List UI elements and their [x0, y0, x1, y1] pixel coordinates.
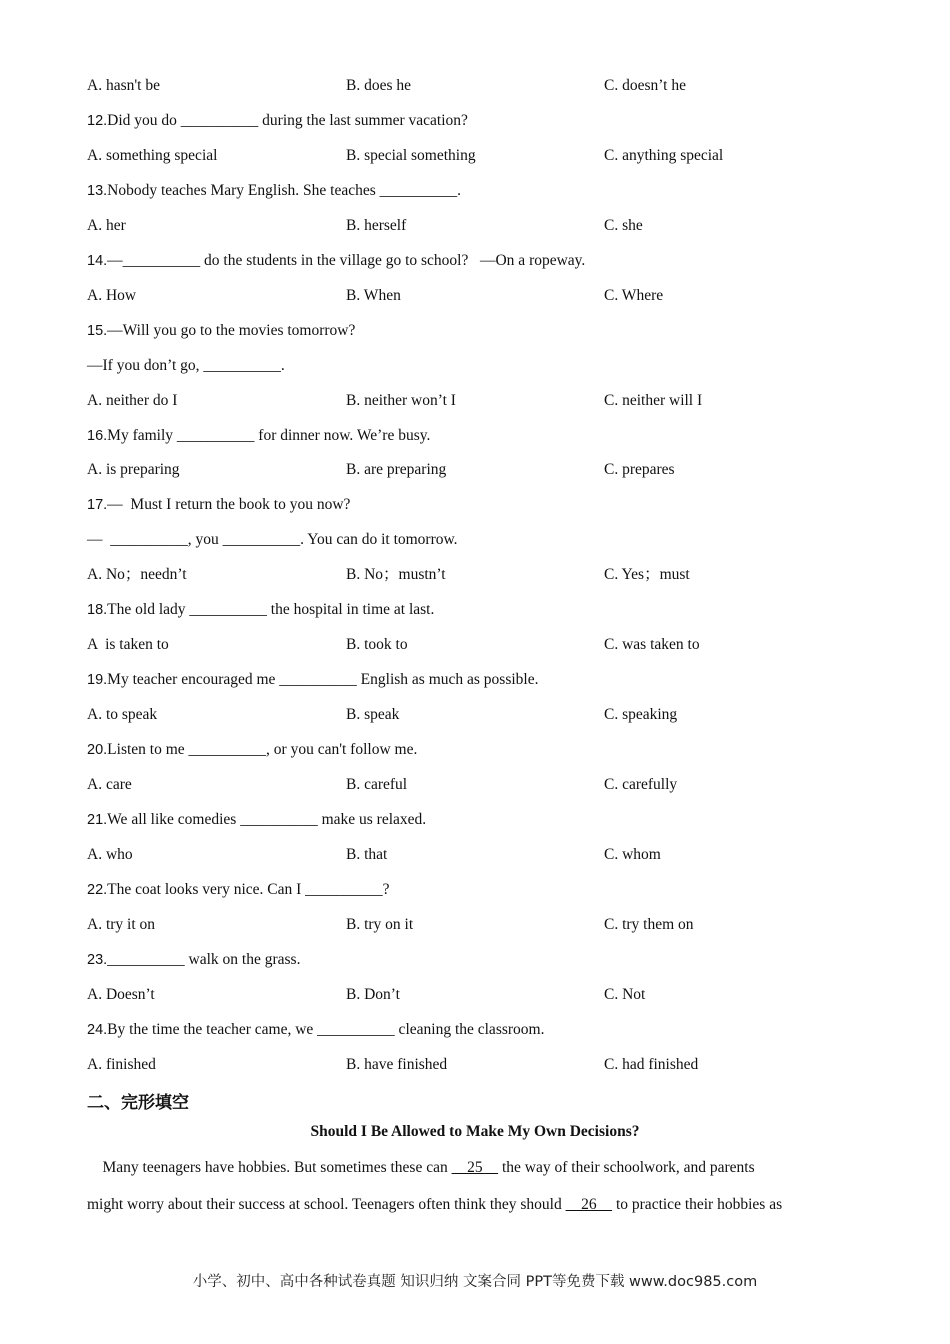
- option-b: B. No；mustn’t: [346, 566, 446, 583]
- option-b: B. took to: [346, 636, 408, 653]
- option-c: C. Where: [604, 287, 664, 304]
- option-b: B. are preparing: [346, 461, 447, 478]
- question-text: By the time the teacher came, we __________ cleaning the classroom.: [107, 1021, 545, 1038]
- option-a: A is taken to: [87, 636, 169, 653]
- passage-text: the way of their schoolwork, and parents: [498, 1159, 755, 1176]
- question-stem: [87, 495, 350, 515]
- question-text: Nobody teaches Mary English. She teaches __________.: [107, 182, 462, 199]
- option-b: B. neither won’t I: [346, 392, 456, 409]
- option-b: B. try on it: [346, 916, 414, 933]
- option-a: A. No；needn’t: [87, 566, 187, 583]
- question-text: — Must I return the book to you now?: [107, 496, 351, 513]
- blank-26: 26: [565, 1196, 613, 1213]
- question-number: 13.: [87, 183, 108, 199]
- option-b: B. herself: [346, 217, 407, 234]
- question-text: —__________ do the students in the village go to school? —On a ropeway.: [107, 252, 586, 269]
- question-stem: [87, 810, 426, 830]
- question-number: 21.: [87, 812, 108, 828]
- option-a: A. How: [87, 287, 137, 304]
- option-c: C. Not: [604, 986, 646, 1003]
- question-number: 18.: [87, 602, 108, 618]
- question-stem: [87, 251, 585, 271]
- question-stem: [87, 600, 434, 620]
- option-c: C. prepares: [604, 461, 675, 478]
- question-text: Did you do __________ during the last summer vacation?: [107, 112, 468, 129]
- passage-line-1: [87, 1158, 755, 1178]
- option-b: B. does he: [346, 77, 412, 94]
- question-stem: [87, 740, 417, 760]
- passage-line-2: [87, 1195, 782, 1215]
- option-a: A. care: [87, 776, 132, 793]
- question-number: 23.: [87, 952, 108, 968]
- option-a: A. her: [87, 217, 126, 234]
- passage-text: Many teenagers have hobbies. But sometimes these can: [87, 1159, 452, 1176]
- question-text: We all like comedies __________ make us relaxed.: [107, 811, 427, 828]
- option-a: A. something special: [87, 147, 218, 164]
- question-stem: [87, 670, 539, 690]
- dialogue-line: —If you don’t go, __________.: [87, 357, 285, 374]
- option-c: C. she: [604, 217, 643, 234]
- question-stem: [87, 426, 430, 446]
- option-a: A. finished: [87, 1056, 156, 1073]
- question-number: 17.: [87, 497, 108, 513]
- question-text: Listen to me __________, or you can't follow me.: [107, 741, 418, 758]
- option-b: B. have finished: [346, 1056, 448, 1073]
- question-stem: [87, 321, 355, 341]
- question-number: 20.: [87, 742, 108, 758]
- option-a: A. try it on: [87, 916, 156, 933]
- option-c: C. neither will I: [604, 392, 703, 409]
- option-c: C. had finished: [604, 1056, 699, 1073]
- question-text: __________ walk on the grass.: [107, 951, 301, 968]
- question-number: 12.: [87, 113, 108, 129]
- question-number: 15.: [87, 323, 108, 339]
- blank-25: 25: [451, 1159, 499, 1176]
- passage-text: might worry about their success at school. Teenagers often think they should: [87, 1196, 566, 1213]
- option-b: B. When: [346, 287, 401, 304]
- question-stem: [87, 880, 390, 900]
- passage-text: to practice their hobbies as: [612, 1196, 783, 1213]
- question-stem: [87, 181, 461, 201]
- question-text: —Will you go to the movies tomorrow?: [107, 322, 356, 339]
- option-b: B. speak: [346, 706, 400, 723]
- question-text: The old lady __________ the hospital in time at last.: [107, 601, 435, 618]
- question-stem: [87, 1020, 544, 1040]
- question-text: My family __________ for dinner now. We’re busy.: [107, 427, 431, 444]
- question-number: 22.: [87, 882, 108, 898]
- question-number: 14.: [87, 253, 108, 269]
- question-number: 16.: [87, 428, 108, 444]
- option-a: A. is preparing: [87, 461, 180, 478]
- option-c: C. anything special: [604, 147, 724, 164]
- option-a: A. hasn't be: [87, 77, 160, 94]
- option-b: B. special something: [346, 147, 476, 164]
- option-a: A. who: [87, 846, 133, 863]
- option-c: C. doesn’t he: [604, 77, 686, 94]
- option-c: C. Yes；must: [604, 566, 690, 583]
- question-number: 24.: [87, 1022, 108, 1038]
- option-c: C. whom: [604, 846, 661, 863]
- dialogue-line: — __________, you __________. You can do it tomorrow.: [87, 531, 458, 548]
- section-heading: 二、完形填空: [87, 1093, 189, 1113]
- page-footer: 小学、初中、高中各种试卷真题 知识归纳 文案合同 PPT等免费下载 www.doc985.com: [192, 1274, 758, 1290]
- option-a: A. Doesn’t: [87, 986, 155, 1003]
- question-stem: [87, 950, 300, 970]
- question-text: The coat looks very nice. Can I __________?: [107, 881, 390, 898]
- option-b: B. Don’t: [346, 986, 400, 1003]
- option-c: C. carefully: [604, 776, 678, 793]
- question-text: My teacher encouraged me __________ English as much as possible.: [107, 671, 539, 688]
- option-a: A. to speak: [87, 706, 158, 723]
- option-b: B. that: [346, 846, 388, 863]
- option-c: C. speaking: [604, 706, 678, 723]
- question-stem: [87, 111, 468, 131]
- option-c: C. try them on: [604, 916, 694, 933]
- passage-title: Should I Be Allowed to Make My Own Decisions?: [310, 1123, 640, 1140]
- question-number: 19.: [87, 672, 108, 688]
- option-a: A. neither do I: [87, 392, 178, 409]
- option-b: B. careful: [346, 776, 408, 793]
- option-c: C. was taken to: [604, 636, 700, 653]
